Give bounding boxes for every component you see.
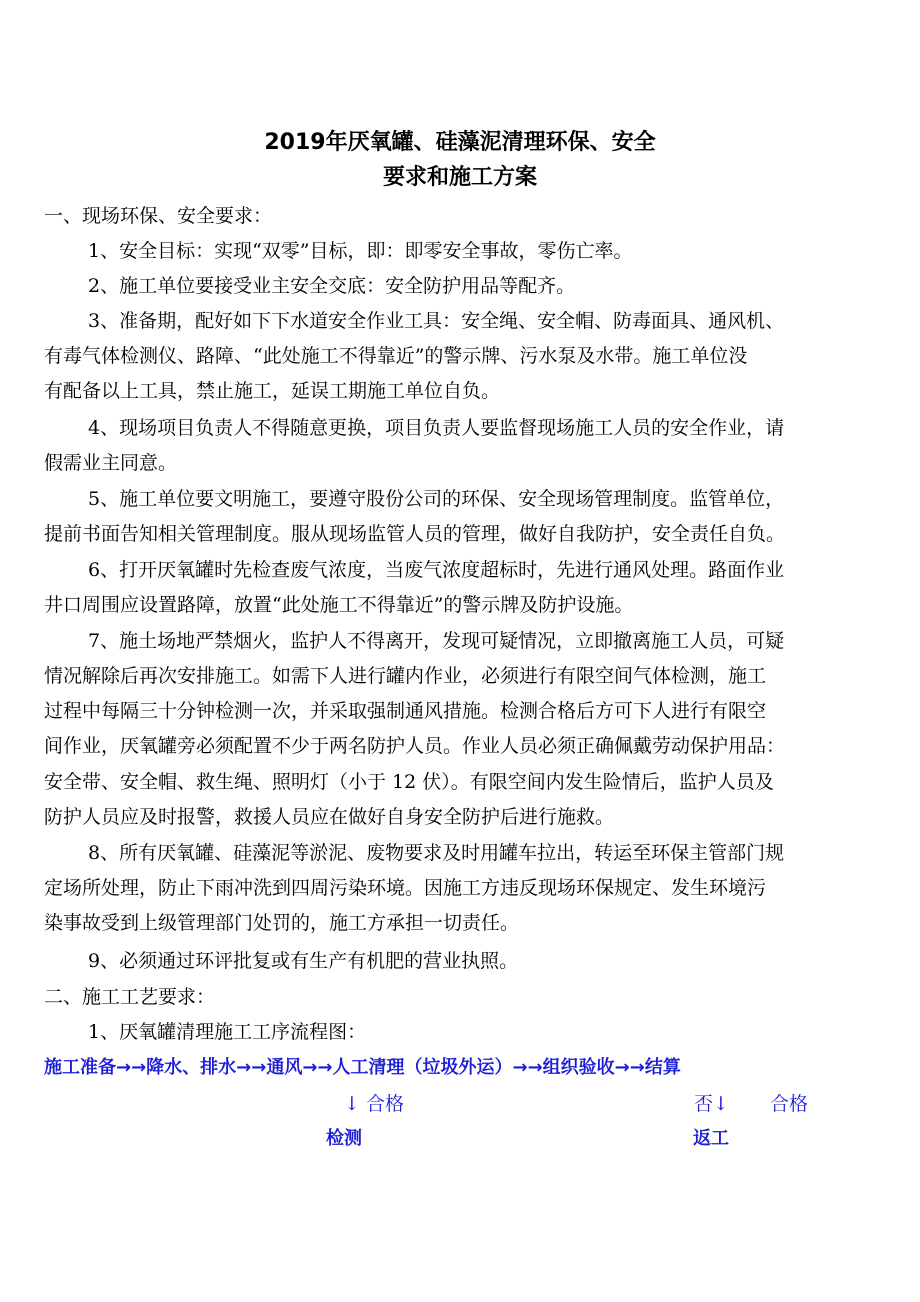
flow-down-pass-label: ↓ 合格	[344, 1093, 404, 1115]
doc-title-line-1: 2019年厌氧罐、硅藻泥清理环保、安全	[264, 130, 656, 155]
para-line: 有毒气体检测仪、路障、“此处施工不得靠近”的警示牌、污水泵及水带。施工单位没	[44, 345, 748, 367]
para-line: 提前书面告知相关管理制度。服从现场监管人员的管理，做好自我防护，安全责任自负。	[44, 523, 786, 545]
para-line: 有配备以上工具，禁止施工，延误工期施工单位自负。	[44, 380, 501, 402]
flow-inspect-node: 检测	[326, 1128, 362, 1149]
para-line: 4、现场项目负责人不得随意更换，项目负责人要监督现场施工人员的安全作业，请	[88, 417, 785, 439]
para-line: 定场所处理，防止下雨冲洗到四周污染环境。因施工方违反现场环保规定、发生环境污	[44, 877, 767, 899]
flow-fail-down-label: 否↓	[694, 1093, 729, 1115]
para-line: 防护人员应及时报警，救援人员应在做好自身安全防护后进行施救。	[44, 806, 615, 828]
para-line: 间作业，厌氧罐旁必须配置不少于两名防护人员。作业人员必须正确佩戴劳动保护用品：	[44, 735, 786, 757]
para-line: 井口周围应设置路障，放置“此处施工不得靠近”的警示牌及防护设施。	[44, 594, 634, 616]
flowchart-main-row: 施工准备→→降水、排水→→通风→→人工清理（垃圾外运）→→组织验收→→结算	[44, 1057, 681, 1078]
para-line: 情况解除后再次安排施工。如需下人进行罐内作业，必须进行有限空间气体检测，施工	[44, 665, 767, 687]
para-line: 假需业主同意。	[44, 452, 178, 474]
section-2-heading: 二、施工工艺要求：	[44, 986, 216, 1008]
para-line: 7、施土场地严禁烟火，监护人不得离开，发现可疑情况，立即撤离施工人员，可疑	[88, 630, 785, 652]
para-line: 1、厌氧罐清理施工工序流程图：	[88, 1021, 367, 1043]
para-line: 9、必须通过环评批复或有生产有机肥的营业执照。	[88, 950, 519, 972]
flow-rework-node: 返工	[693, 1128, 729, 1149]
para-line: 安全带、安全帽、救生绳、照明灯（小于 12 伏）。有限空间内发生险情后，监护人员及	[44, 771, 774, 793]
para-line: 3、准备期，配好如下下水道安全作业工具：安全绳、安全帽、防毒面具、通风机、	[88, 310, 785, 332]
para-line: 2、施工单位要接受业主安全交底：安全防护用品等配齐。	[88, 275, 576, 297]
para-line: 1、安全目标：实现“双零”目标，即：即零安全事故，零伤亡率。	[88, 240, 633, 262]
flow-pass-label: 合格	[770, 1093, 809, 1115]
para-line: 染事故受到上级管理部门处罚的，施工方承担一切责任。	[44, 912, 520, 934]
para-line: 6、打开厌氧罐时先检查废气浓度，当废气浓度超标时，先进行通风处理。路面作业	[88, 559, 785, 581]
para-line: 过程中每隔三十分钟检测一次，并采取强制通风措施。检测合格后方可下人进行有限空	[44, 700, 767, 722]
para-line: 5、施工单位要文明施工，要遵守股份公司的环保、安全现场管理制度。监管单位，	[88, 488, 785, 510]
section-1-heading: 一、现场环保、安全要求：	[44, 205, 273, 227]
para-line: 8、所有厌氧罐、硅藻泥等淤泥、废物要求及时用罐车拉出，转运至环保主管部门规	[88, 842, 785, 864]
doc-title-line-2: 要求和施工方案	[382, 165, 537, 190]
